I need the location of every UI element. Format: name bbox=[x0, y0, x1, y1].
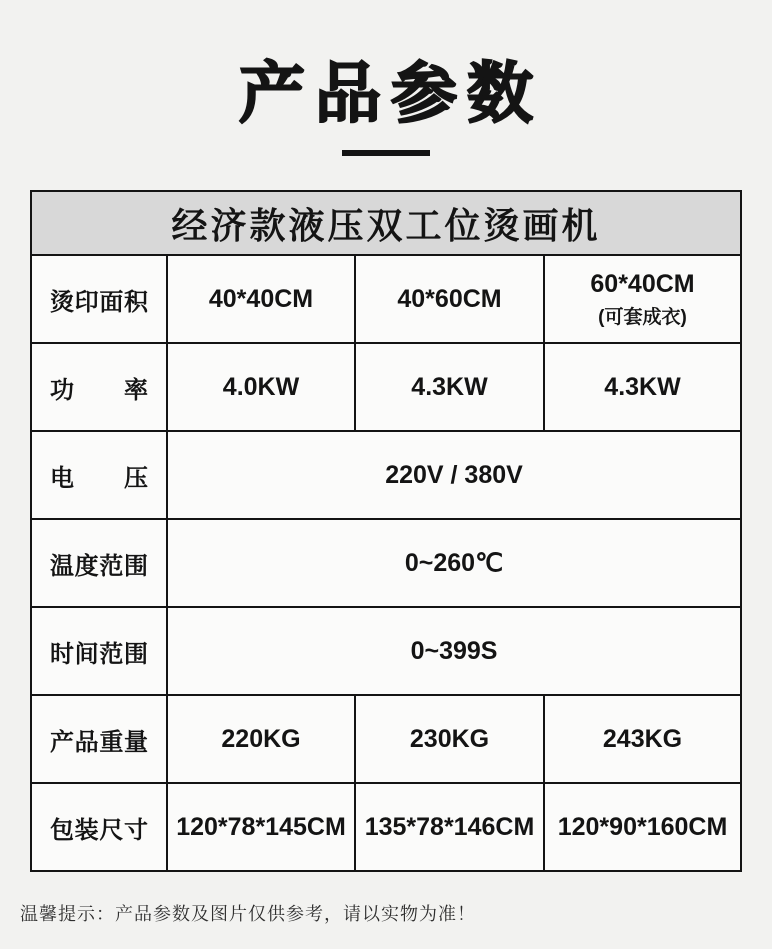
cell-value: 4.0KW bbox=[167, 343, 355, 431]
title-underline bbox=[342, 150, 430, 156]
cell-value: 120*90*160CM bbox=[544, 783, 741, 871]
cell-value-merged: 0~399S bbox=[167, 607, 741, 695]
row-label: 功 率 bbox=[50, 376, 148, 404]
table-row-temperature-range bbox=[31, 519, 741, 607]
row-label: 烫 印 面 积 bbox=[50, 288, 148, 316]
cell-value-note: (可套成衣) bbox=[598, 306, 687, 328]
row-label: 产 品 重 量 bbox=[50, 728, 148, 756]
table-row-weight bbox=[31, 695, 741, 783]
row-label: 电 压 bbox=[50, 464, 148, 492]
cell-value: 4.3KW bbox=[544, 343, 741, 431]
table-header-row bbox=[31, 191, 741, 255]
table-row-print-area bbox=[31, 255, 741, 343]
table-row-time-range bbox=[31, 607, 741, 695]
row-label: 包 装 尺 寸 bbox=[50, 816, 148, 844]
cell-value: 243KG bbox=[544, 695, 741, 783]
cell-value: 135*78*146CM bbox=[355, 783, 544, 871]
bottom-note: 温馨提示：产品参数及图片仅供参考，请以实物为准！ bbox=[20, 904, 476, 924]
cell-value: 40*60CM bbox=[355, 255, 544, 343]
cell-value: 120*78*145CM bbox=[167, 783, 355, 871]
table-row-power bbox=[31, 343, 741, 431]
page-title: 产品参数 bbox=[239, 56, 543, 130]
cell-value: 220KG bbox=[167, 695, 355, 783]
cell-value: 230KG bbox=[355, 695, 544, 783]
cell-value: 4.3KW bbox=[355, 343, 544, 431]
cell-value-main: 60*40CM bbox=[590, 269, 695, 298]
cell-value-merged: 0~260℃ bbox=[167, 519, 741, 607]
cell-value: 40*40CM bbox=[167, 255, 355, 343]
spec-table bbox=[30, 190, 742, 872]
table-title: 经济款液压双工位烫画机 bbox=[31, 191, 741, 255]
row-label: 时 间 范 围 bbox=[50, 640, 148, 668]
table-row-package-size bbox=[31, 783, 741, 871]
table-row-voltage bbox=[31, 431, 741, 519]
cell-value bbox=[544, 255, 741, 343]
row-label: 温 度 范 围 bbox=[50, 552, 148, 580]
cell-value-merged: 220V / 380V bbox=[167, 431, 741, 519]
